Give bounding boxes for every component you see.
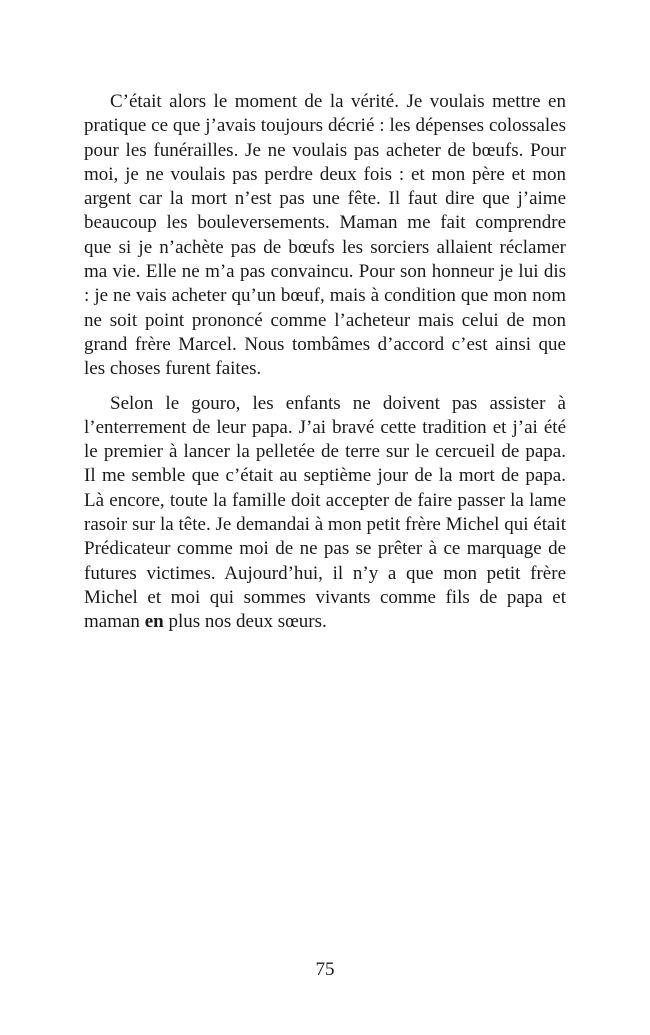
page-number: 75 xyxy=(315,959,335,980)
paragraph-funeral-expenses: C’était alors le moment de la vérité. Je voulais mettre en pratique ce que j’avais toujours décrié : les dépenses colossales pour les funérailles. Je ne voulais pas acheter de bœufs. Pour moi, je ne voulais pas perdre deux fois : et mon père et mon argent car la mort n’est pas une fête. Il faut dire que j’aime beaucoup les bouleversements. Maman me fait comprendre que si je n’achète pas de bœufs les sorciers allaient réclamer ma vie. Elle ne m’a pas convaincu. Pour son honneur je lui dis : je ne vais acheter qu’un bœuf, mais à condition que mon nom ne soit point prononcé comme l’acheteur mais celui de mon grand frère Marcel. Nous tombâmes d’accord c’est ainsi que les choses furent faites. xyxy=(84,91,566,380)
paragraph-text-start: Selon le gouro, les enfants ne doivent pas assister à l’enterrement de leur papa. J’ai bravé cette tradition et j’ai été le premier à lancer la pelletée de terre sur le cercueil de papa. Il me semble que c’était au septième jour de la mort de papa. Là encore, toute la famille doit accepter de faire passer la lame rasoir sur la tête. Je demandai à mon petit frère Michel qui était Prédicateur comme moi de ne pas se prêter à ce marquage de futures victimes. Aujourd’hui, il n’y a que mon petit frère Michel et moi qui sommes vivants comme fils de papa et maman xyxy=(84,392,566,633)
paragraph-text-end: plus nos deux sœurs. xyxy=(163,611,327,633)
paragraph-burial-tradition xyxy=(84,392,566,635)
bold-word: en xyxy=(144,611,164,633)
page-body xyxy=(84,90,566,635)
